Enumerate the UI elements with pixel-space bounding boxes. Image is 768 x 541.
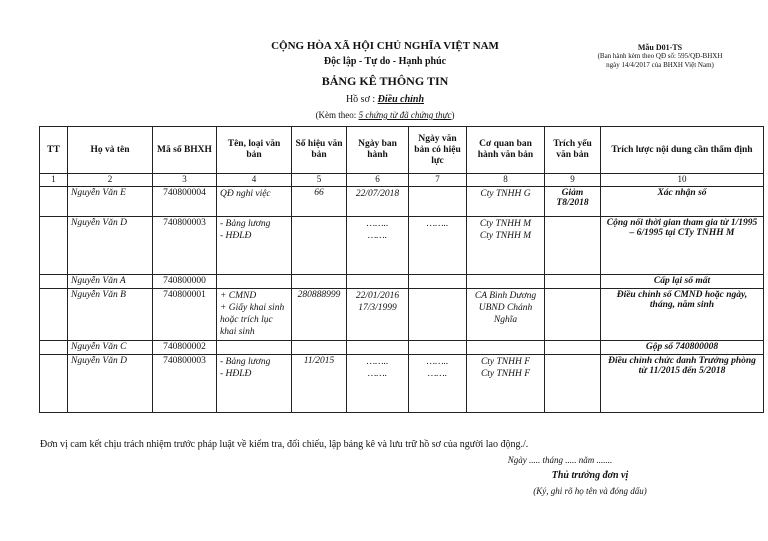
cell-line: …….. bbox=[426, 219, 449, 229]
col-header: Số hiệu văn bản bbox=[292, 127, 347, 174]
cell-code: 740800002 bbox=[153, 341, 217, 355]
cell-line: + CMND bbox=[220, 291, 257, 301]
cell-line: 22/01/2016 bbox=[355, 291, 400, 301]
cell-name: Nguyễn Văn D bbox=[68, 355, 153, 413]
cell-doc bbox=[217, 289, 292, 341]
header-row bbox=[40, 127, 764, 174]
cell-line: Cty TNHH M bbox=[479, 219, 532, 229]
col-number: 1 bbox=[40, 174, 68, 187]
cell-line: UBND Chánh Nghĩa bbox=[478, 303, 533, 325]
cell-num: 66 bbox=[292, 187, 347, 217]
col-number: 2 bbox=[68, 174, 153, 187]
cell-line: …….. bbox=[366, 219, 389, 229]
col-number: 8 bbox=[467, 174, 545, 187]
cell-summary bbox=[545, 275, 601, 289]
cell-issued bbox=[347, 187, 409, 217]
motto: Độc lập - Tự do - Hạnh phúc bbox=[323, 56, 447, 67]
table-row bbox=[40, 275, 764, 289]
col-header: Trích yếu văn bản bbox=[545, 127, 601, 174]
cell-line: Cty TNHH F bbox=[480, 369, 531, 379]
column-number-row bbox=[40, 174, 764, 187]
col-header: Họ và tên bbox=[68, 127, 153, 174]
cell-issued bbox=[347, 289, 409, 341]
cell-line: ……. bbox=[427, 369, 448, 379]
cell-org bbox=[467, 275, 545, 289]
col-number: 7 bbox=[409, 174, 467, 187]
cell-content: Điều chỉnh chức danh Trưởng phòng từ 11/2015 đến 5/2018 bbox=[601, 355, 764, 413]
kem-value: 5 chứng từ đã chứng thực bbox=[358, 110, 452, 120]
col-number: 5 bbox=[292, 174, 347, 187]
cell-line: 17/3/1999 bbox=[358, 303, 397, 313]
cell-doc bbox=[217, 341, 292, 355]
cell-org bbox=[467, 187, 545, 217]
cell-code: 740800000 bbox=[153, 275, 217, 289]
cell-effective bbox=[409, 289, 467, 341]
cell-org bbox=[467, 355, 545, 413]
cell-line: Cty TNHH F bbox=[480, 357, 531, 367]
cell-org bbox=[467, 341, 545, 355]
cell-summary bbox=[545, 341, 601, 355]
date-line: Ngày ..... tháng ..... năm ....... bbox=[507, 455, 613, 465]
table-row bbox=[40, 187, 764, 217]
cell-line: ……. bbox=[367, 231, 388, 241]
cell-line: Cty TNHH M bbox=[479, 231, 532, 241]
hoso-value: Điều chỉnh bbox=[377, 94, 425, 105]
hoso-label: Hồ sơ : bbox=[345, 94, 376, 105]
cell-summary bbox=[545, 217, 601, 275]
form-code: Mẫu D01-TS bbox=[637, 43, 683, 52]
cell-summary: Giảm T8/2018 bbox=[545, 187, 601, 217]
cell-content: Cấp lại sổ mất bbox=[601, 275, 764, 289]
cell-num bbox=[292, 275, 347, 289]
col-number: 3 bbox=[153, 174, 217, 187]
cell-num bbox=[292, 217, 347, 275]
cell-effective bbox=[409, 341, 467, 355]
kem-prefix: (Kèm theo: bbox=[315, 110, 357, 120]
col-number: 9 bbox=[545, 174, 601, 187]
cell-effective bbox=[409, 355, 467, 413]
cell-name: Nguyễn Văn D bbox=[68, 217, 153, 275]
info-table bbox=[39, 126, 764, 413]
col-number: 10 bbox=[601, 174, 764, 187]
col-header: Ngày văn bản có hiệu lực bbox=[409, 127, 467, 174]
cell-line: …….. bbox=[366, 357, 389, 367]
cell-line: - Bảng lương bbox=[220, 357, 271, 367]
cell-content: Cộng nối thời gian tham gia từ 1/1995 – 6/1995 tại CTy TNHH M bbox=[601, 217, 764, 275]
cell-doc bbox=[217, 187, 292, 217]
cell-line: Cty TNHH G bbox=[480, 189, 531, 199]
table-row bbox=[40, 217, 764, 275]
cell-line: CA Bình Dương bbox=[474, 291, 537, 301]
cell-line: ……. bbox=[367, 369, 388, 379]
cell-tt bbox=[40, 289, 68, 341]
cell-effective bbox=[409, 275, 467, 289]
form-info bbox=[560, 43, 760, 70]
cell-doc bbox=[217, 355, 292, 413]
cell-line: + Giấy khai sinh hoặc trích lục khai sinh bbox=[220, 303, 285, 337]
cell-org bbox=[467, 289, 545, 341]
cell-issued bbox=[347, 341, 409, 355]
cell-code: 740800004 bbox=[153, 187, 217, 217]
cell-effective bbox=[409, 217, 467, 275]
cell-line: - Bảng lương bbox=[220, 219, 271, 229]
cell-line: - HĐLĐ bbox=[220, 231, 252, 241]
form-note-2: ngày 14/4/2017 của BHXH Việt Nam) bbox=[606, 61, 714, 69]
cell-org bbox=[467, 217, 545, 275]
col-header: Trích lược nội dung cần thẩm định bbox=[601, 127, 764, 174]
col-number: 4 bbox=[217, 174, 292, 187]
cell-content: Gộp sổ 740800008 bbox=[601, 341, 764, 355]
hoso-line bbox=[300, 94, 470, 105]
col-header: Mã số BHXH bbox=[153, 127, 217, 174]
cell-issued bbox=[347, 355, 409, 413]
signer-title: Thủ trưởng đơn vị bbox=[551, 470, 629, 481]
cell-issued bbox=[347, 275, 409, 289]
table-row bbox=[40, 289, 764, 341]
cell-code: 740800003 bbox=[153, 355, 217, 413]
document-title: BẢNG KÊ THÔNG TIN bbox=[321, 74, 449, 88]
cell-name: Nguyễn Văn C bbox=[68, 341, 153, 355]
cell-tt bbox=[40, 275, 68, 289]
col-header: Ngày ban hành bbox=[347, 127, 409, 174]
cell-tt bbox=[40, 187, 68, 217]
cell-content: Điều chỉnh số CMND hoặc ngày, tháng, năm sinh bbox=[601, 289, 764, 341]
cell-name: Nguyễn Văn B bbox=[68, 289, 153, 341]
cell-tt bbox=[40, 355, 68, 413]
commitment-text: Đơn vị cam kết chịu trách nhiệm trước pháp luật về kiểm tra, đối chiếu, lập bảng kê và lưu trữ hồ sơ của người lao động./. bbox=[40, 439, 529, 450]
cell-content: Xác nhận sổ bbox=[601, 187, 764, 217]
cell-line: 22/07/2018 bbox=[355, 189, 400, 199]
table-row bbox=[40, 341, 764, 355]
table-row bbox=[40, 355, 764, 413]
national-title: CỘNG HÒA XÃ HỘI CHỦ NGHĨA VIỆT NAM bbox=[271, 40, 499, 52]
cell-code: 740800003 bbox=[153, 217, 217, 275]
sign-note: (Ký, ghi rõ họ tên và đóng dấu) bbox=[533, 486, 647, 496]
cell-name: Nguyễn Văn E bbox=[68, 187, 153, 217]
cell-line: …….. bbox=[426, 357, 449, 367]
cell-num: 280888999 bbox=[292, 289, 347, 341]
cell-code: 740800001 bbox=[153, 289, 217, 341]
col-header: Cơ quan ban hành văn bản bbox=[467, 127, 545, 174]
cell-summary bbox=[545, 289, 601, 341]
cell-tt bbox=[40, 341, 68, 355]
col-header: Tên, loại văn bản bbox=[217, 127, 292, 174]
attachment-line bbox=[260, 110, 510, 120]
cell-issued bbox=[347, 217, 409, 275]
cell-line: QĐ nghỉ việc bbox=[220, 189, 271, 199]
cell-name: Nguyễn Văn A bbox=[68, 275, 153, 289]
cell-doc bbox=[217, 275, 292, 289]
cell-num: 11/2015 bbox=[292, 355, 347, 413]
col-header: TT bbox=[40, 127, 68, 174]
cell-summary bbox=[545, 355, 601, 413]
cell-num bbox=[292, 341, 347, 355]
cell-doc bbox=[217, 217, 292, 275]
cell-effective bbox=[409, 187, 467, 217]
cell-tt bbox=[40, 217, 68, 275]
kem-suffix: ) bbox=[451, 110, 455, 120]
col-number: 6 bbox=[347, 174, 409, 187]
cell-line: - HĐLĐ bbox=[220, 369, 252, 379]
form-note-1: (Ban hành kèm theo QĐ số: 595/QĐ-BHXH bbox=[597, 52, 723, 60]
